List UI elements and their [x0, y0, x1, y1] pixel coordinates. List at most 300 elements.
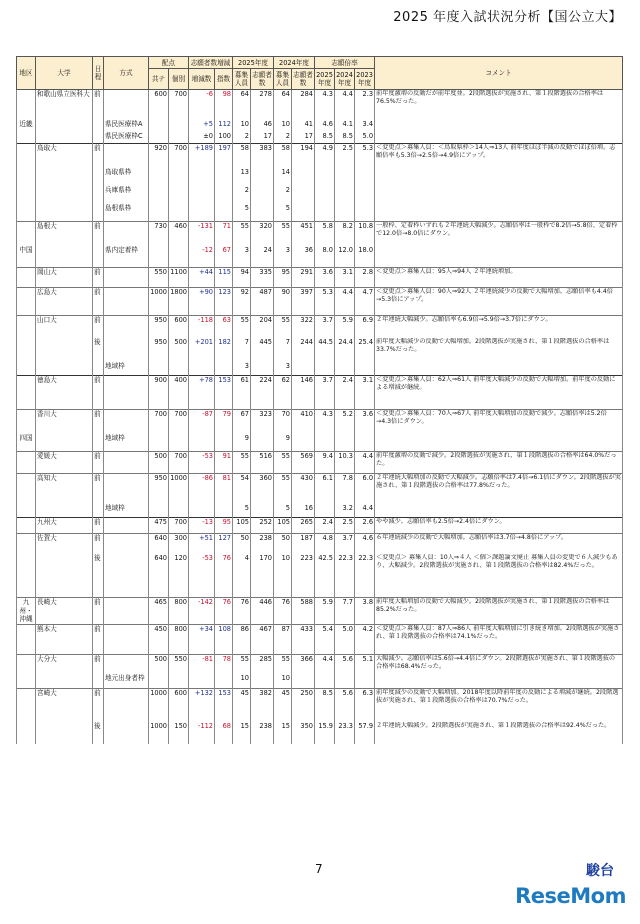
- cell-b24: 76: [274, 598, 292, 625]
- cell-r23: 5.0: [355, 132, 375, 144]
- cell-k: 1000: [149, 688, 169, 722]
- cell-b24: 70: [274, 410, 292, 434]
- cell-r25: 4.6: [315, 120, 335, 132]
- cell-b25: 67: [233, 410, 251, 434]
- cell-b25: 2: [233, 186, 251, 204]
- cell-r25: [315, 168, 335, 186]
- cell-s24: 265: [292, 518, 315, 534]
- cell-r25: 5.8: [315, 222, 335, 246]
- cell-univ: 九州大: [36, 518, 93, 534]
- cell-i: 120: [169, 554, 189, 598]
- cell-k: 600: [149, 90, 169, 120]
- cell-r25: 3.6: [315, 268, 335, 288]
- cell-r23: 2.3: [355, 90, 375, 120]
- cell-s24: 41: [292, 120, 315, 132]
- cell-k: [149, 168, 169, 186]
- cell-b25: 58: [233, 144, 251, 168]
- cell-b24: 3: [274, 362, 292, 376]
- cell-s24: 36: [292, 246, 315, 268]
- cell-sched: [93, 168, 104, 186]
- cell-s25: 467: [251, 624, 274, 654]
- cell-method: [104, 410, 149, 434]
- cell-x: [215, 362, 233, 376]
- cell-c: [375, 362, 623, 376]
- cell-c: 前年度大幅増加の反動で大幅減少。2段階選抜が実施され、第１段階選抜の合格率は85.2%だった。: [375, 598, 623, 625]
- cell-i: 700: [169, 452, 189, 474]
- cell-d: +201: [189, 338, 215, 362]
- table-row: [17, 362, 623, 376]
- cell-r23: 3.4: [355, 120, 375, 132]
- cell-c: ＜変更点＞募集人員：70人⇒67人 前年度大幅増加の反動で減少。志願倍率は5.2倍→4.3倍にダウン。: [375, 410, 623, 434]
- cell-x: [215, 204, 233, 222]
- cell-r25: 5.9: [315, 598, 335, 625]
- cell-i: 700: [169, 410, 189, 434]
- cell-r25: 3.7: [315, 376, 335, 410]
- cell-s24: 433: [292, 624, 315, 654]
- cell-k: 920: [149, 144, 169, 168]
- cell-s24: 146: [292, 376, 315, 410]
- cell-c: ２年連続大幅増加の反動で大幅減少。志願倍率は7.4倍→6.1倍にダウン。2段階選抜が実施され、第１段階選抜の合格率は77.8%だった。: [375, 474, 623, 504]
- cell-b24: 55: [274, 222, 292, 246]
- cell-d: [189, 504, 215, 518]
- cell-c: ＜変更点＞ 募集人員：10人⇒４人 ＜個＞課題論文廃止 募集人員の変更で６人減少もあり、大幅減少。2段階選抜が実施され、第１段階選抜の合格率は82.4%だった。: [375, 554, 623, 598]
- cell-b24: 90: [274, 288, 292, 316]
- cell-r24: [335, 362, 355, 376]
- cell-k: [149, 204, 169, 222]
- cell-s24: 569: [292, 452, 315, 474]
- cell-c: [375, 168, 623, 186]
- page-title: 2025 年度入試状況分析【国公立大】: [393, 10, 622, 25]
- cell-s25: [251, 434, 274, 452]
- cell-k: [149, 434, 169, 452]
- cell-d: -87: [189, 410, 215, 434]
- cell-i: 1000: [169, 474, 189, 504]
- cell-method: [104, 518, 149, 534]
- cell-k: 950: [149, 474, 169, 504]
- cell-d: -13: [189, 518, 215, 534]
- cell-d: +78: [189, 376, 215, 410]
- cell-k: [149, 246, 169, 268]
- cell-b25: 61: [233, 376, 251, 410]
- cell-univ: [36, 504, 93, 518]
- cell-region: [17, 452, 36, 474]
- cell-x: 71: [215, 222, 233, 246]
- cell-c: ＜変更点＞募集人員：62人⇒61人 前年度大幅減少の反動で大幅増加。前年度の反動による増減が継続。: [375, 376, 623, 410]
- cell-b25: 64: [233, 90, 251, 120]
- cell-b24: 5: [274, 504, 292, 518]
- cell-x: 91: [215, 452, 233, 474]
- table-row: [17, 722, 623, 744]
- cell-i: 800: [169, 624, 189, 654]
- page-number: 7: [315, 862, 323, 876]
- cell-univ: 佐賀大: [36, 534, 93, 554]
- cell-sched: [93, 246, 104, 268]
- cell-b24: 14: [274, 168, 292, 186]
- header-ratio-2023: 2023年度: [355, 69, 375, 90]
- cell-c: 前年度激増の反動だが前年度並。2段階選抜が実施され、第１段階選抜の合格率は76.5%だった。: [375, 90, 623, 120]
- cell-method: 地域枠: [104, 434, 149, 452]
- cell-k: 700: [149, 410, 169, 434]
- cell-method: 県民医療枠A: [104, 120, 149, 132]
- cell-b25: 92: [233, 288, 251, 316]
- cell-univ: 宮崎大: [36, 688, 93, 722]
- header-index: 指数: [215, 69, 233, 90]
- cell-b24: 2: [274, 186, 292, 204]
- table-row: [17, 534, 623, 554]
- cell-b25: 5: [233, 504, 251, 518]
- cell-b25: 45: [233, 688, 251, 722]
- cell-r25: [315, 504, 335, 518]
- table-row: [17, 654, 623, 674]
- cell-method: 県民医療枠C: [104, 132, 149, 144]
- cell-i: [169, 204, 189, 222]
- cell-i: 800: [169, 598, 189, 625]
- cell-b24: 10: [274, 554, 292, 598]
- cell-region: [17, 132, 36, 144]
- cell-region: [17, 674, 36, 688]
- cell-s25: 445: [251, 338, 274, 362]
- cell-b25: 50: [233, 534, 251, 554]
- cell-r24: 5.6: [335, 688, 355, 722]
- cell-k: [149, 362, 169, 376]
- cell-c: 前年度激増の反動で減少。2段階選抜が実施され、第１段階選抜の合格率は64.0%だった。: [375, 452, 623, 474]
- cell-c: ２年連続大幅減少。志願倍率も6.9倍→5.9倍→3.7倍にダウン。: [375, 316, 623, 338]
- cell-r25: 4.3: [315, 90, 335, 120]
- cell-s25: 224: [251, 376, 274, 410]
- table-row: [17, 186, 623, 204]
- cell-r23: 57.9: [355, 722, 375, 744]
- cell-r24: [335, 434, 355, 452]
- cell-s24: [292, 362, 315, 376]
- cell-d: -131: [189, 222, 215, 246]
- cell-method: [104, 288, 149, 316]
- table-row: [17, 434, 623, 452]
- cell-r25: [315, 204, 335, 222]
- cell-d: -142: [189, 598, 215, 625]
- cell-b24: 10: [274, 120, 292, 132]
- cell-sched: [93, 186, 104, 204]
- cell-b24: 95: [274, 268, 292, 288]
- cell-x: 108: [215, 624, 233, 654]
- cell-i: [169, 362, 189, 376]
- cell-k: [149, 504, 169, 518]
- cell-r23: 4.4: [355, 452, 375, 474]
- table-row: [17, 688, 623, 722]
- cell-d: -86: [189, 474, 215, 504]
- header-change: 志願者数増減: [189, 57, 233, 69]
- cell-b25: 94: [233, 268, 251, 288]
- cell-s25: 383: [251, 144, 274, 168]
- cell-univ: 熊本大: [36, 624, 93, 654]
- cell-r24: 7.8: [335, 474, 355, 504]
- cell-method: [104, 534, 149, 554]
- cell-r25: 3.7: [315, 316, 335, 338]
- cell-sched: 後: [93, 722, 104, 744]
- cell-c: [375, 204, 623, 222]
- cell-sched: 前: [93, 376, 104, 410]
- cell-r23: 3.1: [355, 376, 375, 410]
- cell-r23: 4.6: [355, 534, 375, 554]
- cell-b24: 2: [274, 132, 292, 144]
- cell-b24: 50: [274, 534, 292, 554]
- cell-d: +5: [189, 120, 215, 132]
- cell-sched: 前: [93, 144, 104, 168]
- cell-i: [169, 120, 189, 132]
- cell-x: 197: [215, 144, 233, 168]
- cell-method: [104, 688, 149, 722]
- cell-b24: 10: [274, 674, 292, 688]
- cell-x: 63: [215, 316, 233, 338]
- cell-c: [375, 504, 623, 518]
- cell-s24: [292, 674, 315, 688]
- cell-univ: [36, 168, 93, 186]
- cell-region: [17, 554, 36, 598]
- cell-b25: 7: [233, 338, 251, 362]
- cell-b25: 9: [233, 434, 251, 452]
- cell-s25: [251, 186, 274, 204]
- cell-b24: 7: [274, 338, 292, 362]
- cell-k: 900: [149, 376, 169, 410]
- cell-b25: 5: [233, 204, 251, 222]
- cell-b24: 3: [274, 246, 292, 268]
- publisher-logo: 駿台: [586, 863, 614, 879]
- cell-sched: [93, 204, 104, 222]
- cell-sched: [93, 434, 104, 452]
- header-schedule: 日程: [93, 57, 104, 90]
- cell-d: +34: [189, 624, 215, 654]
- cell-r25: 8.5: [315, 132, 335, 144]
- cell-d: [189, 204, 215, 222]
- cell-sched: 前: [93, 624, 104, 654]
- cell-r23: 6.3: [355, 688, 375, 722]
- cell-x: 76: [215, 554, 233, 598]
- cell-s24: 223: [292, 554, 315, 598]
- cell-r24: 7.7: [335, 598, 355, 625]
- cell-sched: 前: [93, 654, 104, 674]
- cell-r25: 42.5: [315, 554, 335, 598]
- cell-sched: 前: [93, 268, 104, 288]
- cell-b25: 54: [233, 474, 251, 504]
- cell-method: [104, 338, 149, 362]
- cell-s25: [251, 362, 274, 376]
- cell-s25: 46: [251, 120, 274, 132]
- cell-s25: [251, 168, 274, 186]
- cell-sched: 前: [93, 534, 104, 554]
- cell-s24: 430: [292, 474, 315, 504]
- header-boshu-2024: 募集人員: [274, 69, 292, 90]
- cell-method: 地域枠: [104, 504, 149, 518]
- cell-r24: 3.7: [335, 534, 355, 554]
- cell-sched: 前: [93, 474, 104, 504]
- cell-univ: [36, 186, 93, 204]
- cell-s25: 17: [251, 132, 274, 144]
- cell-method: [104, 268, 149, 288]
- cell-s25: 204: [251, 316, 274, 338]
- table-row: [17, 316, 623, 338]
- cell-r25: [315, 362, 335, 376]
- cell-i: 600: [169, 688, 189, 722]
- cell-method: [104, 722, 149, 744]
- cell-d: [189, 362, 215, 376]
- cell-method: 地域枠: [104, 362, 149, 376]
- cell-c: 大幅減少。志願倍率は5.6倍→4.4倍にダウン。2段階選抜が実施され、第１段階選抜の合格率は68.4%だった。: [375, 654, 623, 674]
- cell-x: 68: [215, 722, 233, 744]
- cell-c: ６年連続減少の反動で大幅増加。志願倍率は3.7倍→4.8倍にアップ。: [375, 534, 623, 554]
- cell-univ: 長崎大: [36, 598, 93, 625]
- cell-method: 県内定着枠: [104, 246, 149, 268]
- cell-r25: 4.3: [315, 410, 335, 434]
- cell-s25: 516: [251, 452, 274, 474]
- cell-r23: 22.3: [355, 554, 375, 598]
- cell-x: 98: [215, 90, 233, 120]
- cell-d: +44: [189, 268, 215, 288]
- header-comment: コメント: [375, 57, 623, 90]
- table-row: [17, 504, 623, 518]
- cell-x: [215, 434, 233, 452]
- cell-i: 300: [169, 534, 189, 554]
- cell-b25: 86: [233, 624, 251, 654]
- cell-sched: [93, 504, 104, 518]
- cell-r23: 3.8: [355, 598, 375, 625]
- table-row: [17, 168, 623, 186]
- cell-d: ±0: [189, 132, 215, 144]
- cell-region: 中国: [17, 246, 36, 268]
- cell-region: [17, 362, 36, 376]
- cell-x: 79: [215, 410, 233, 434]
- cell-x: 115: [215, 268, 233, 288]
- table-row: [17, 120, 623, 132]
- cell-i: 700: [169, 90, 189, 120]
- cell-b25: 13: [233, 168, 251, 186]
- cell-method: 島根県枠: [104, 204, 149, 222]
- cell-r23: [355, 434, 375, 452]
- cell-r24: 5.2: [335, 410, 355, 434]
- cell-univ: 鳥取大: [36, 144, 93, 168]
- cell-k: 550: [149, 268, 169, 288]
- cell-k: [149, 186, 169, 204]
- cell-region: [17, 688, 36, 722]
- cell-region: [17, 654, 36, 674]
- header-kobetsu: 個別: [169, 69, 189, 90]
- cell-s25: 252: [251, 518, 274, 534]
- cell-region: [17, 90, 36, 120]
- header-haiten: 配点: [149, 57, 189, 69]
- cell-c: ＜変更点＞募集人員：＜鳥取県枠＞14人⇒13人 前年度ほぼ半減の反動でほぼ倍増。志願倍率も5.3倍→2.5倍→4.9倍にアップ。: [375, 144, 623, 168]
- cell-r23: 5.1: [355, 654, 375, 674]
- cell-i: 700: [169, 518, 189, 534]
- cell-c: [375, 246, 623, 268]
- cell-univ: [36, 362, 93, 376]
- cell-r24: 5.9: [335, 316, 355, 338]
- cell-sched: 前: [93, 518, 104, 534]
- cell-univ: [36, 434, 93, 452]
- cell-i: 700: [169, 144, 189, 168]
- table-row: [17, 474, 623, 504]
- cell-i: [169, 434, 189, 452]
- cell-d: -53: [189, 452, 215, 474]
- cell-s24: 16: [292, 504, 315, 518]
- cell-region: [17, 534, 36, 554]
- cell-r24: 12.0: [335, 246, 355, 268]
- cell-s24: [292, 186, 315, 204]
- cell-k: 500: [149, 452, 169, 474]
- cell-r23: [355, 362, 375, 376]
- cell-i: [169, 674, 189, 688]
- cell-x: 123: [215, 288, 233, 316]
- cell-region: [17, 722, 36, 744]
- table-row: [17, 338, 623, 362]
- cell-method: [104, 598, 149, 625]
- cell-i: 150: [169, 722, 189, 744]
- admissions-table: [16, 56, 623, 744]
- header-ratio-2024: 2024年度: [335, 69, 355, 90]
- cell-r24: 3.1: [335, 268, 355, 288]
- header-ratio: 志願倍率: [315, 57, 375, 69]
- cell-region: [17, 168, 36, 186]
- header-boshu-2025: 募集人員: [233, 69, 251, 90]
- cell-s24: 397: [292, 288, 315, 316]
- cell-method: 兵庫県枠: [104, 186, 149, 204]
- cell-r23: 4.4: [355, 504, 375, 518]
- cell-region: [17, 338, 36, 362]
- cell-s25: 382: [251, 688, 274, 722]
- cell-region: 九州・沖縄: [17, 598, 36, 625]
- cell-r23: 6.0: [355, 474, 375, 504]
- cell-s24: [292, 204, 315, 222]
- cell-x: 112: [215, 120, 233, 132]
- cell-b25: 4: [233, 554, 251, 598]
- cell-b24: 55: [274, 316, 292, 338]
- cell-region: 四国: [17, 434, 36, 452]
- cell-univ: 島根大: [36, 222, 93, 246]
- cell-r25: [315, 186, 335, 204]
- cell-sched: 後: [93, 554, 104, 598]
- cell-k: 475: [149, 518, 169, 534]
- table-row: [17, 204, 623, 222]
- cell-i: 400: [169, 376, 189, 410]
- header-shigan-2025: 志願者数: [251, 69, 274, 90]
- header-change-num: 増減数: [189, 69, 215, 90]
- cell-d: +189: [189, 144, 215, 168]
- header-2025: 2025年度: [233, 57, 274, 69]
- table-row: [17, 144, 623, 168]
- cell-s25: 238: [251, 722, 274, 744]
- cell-sched: 前: [93, 316, 104, 338]
- cell-d: -118: [189, 316, 215, 338]
- cell-b24: 9: [274, 434, 292, 452]
- header-university: 大学: [36, 57, 93, 90]
- cell-univ: [36, 722, 93, 744]
- cell-univ: [36, 120, 93, 132]
- cell-c: [375, 434, 623, 452]
- cell-r25: 15.9: [315, 722, 335, 744]
- cell-sched: [93, 132, 104, 144]
- cell-b24: 55: [274, 474, 292, 504]
- table-row: [17, 410, 623, 434]
- cell-x: 127: [215, 534, 233, 554]
- cell-sched: 前: [93, 688, 104, 722]
- cell-s24: 284: [292, 90, 315, 120]
- cell-d: [189, 434, 215, 452]
- cell-univ: 愛媛大: [36, 452, 93, 474]
- cell-s25: 238: [251, 534, 274, 554]
- cell-r24: [335, 204, 355, 222]
- cell-r25: 2.4: [315, 518, 335, 534]
- cell-d: -6: [189, 90, 215, 120]
- table-row: [17, 246, 623, 268]
- cell-r24: 3.2: [335, 504, 355, 518]
- cell-c: 一般枠、定着枠いずれも２年連続大幅減少。志願倍率は一般枠で8.2倍→5.8倍、定着枠で12.0倍→8.0倍にダウン。: [375, 222, 623, 246]
